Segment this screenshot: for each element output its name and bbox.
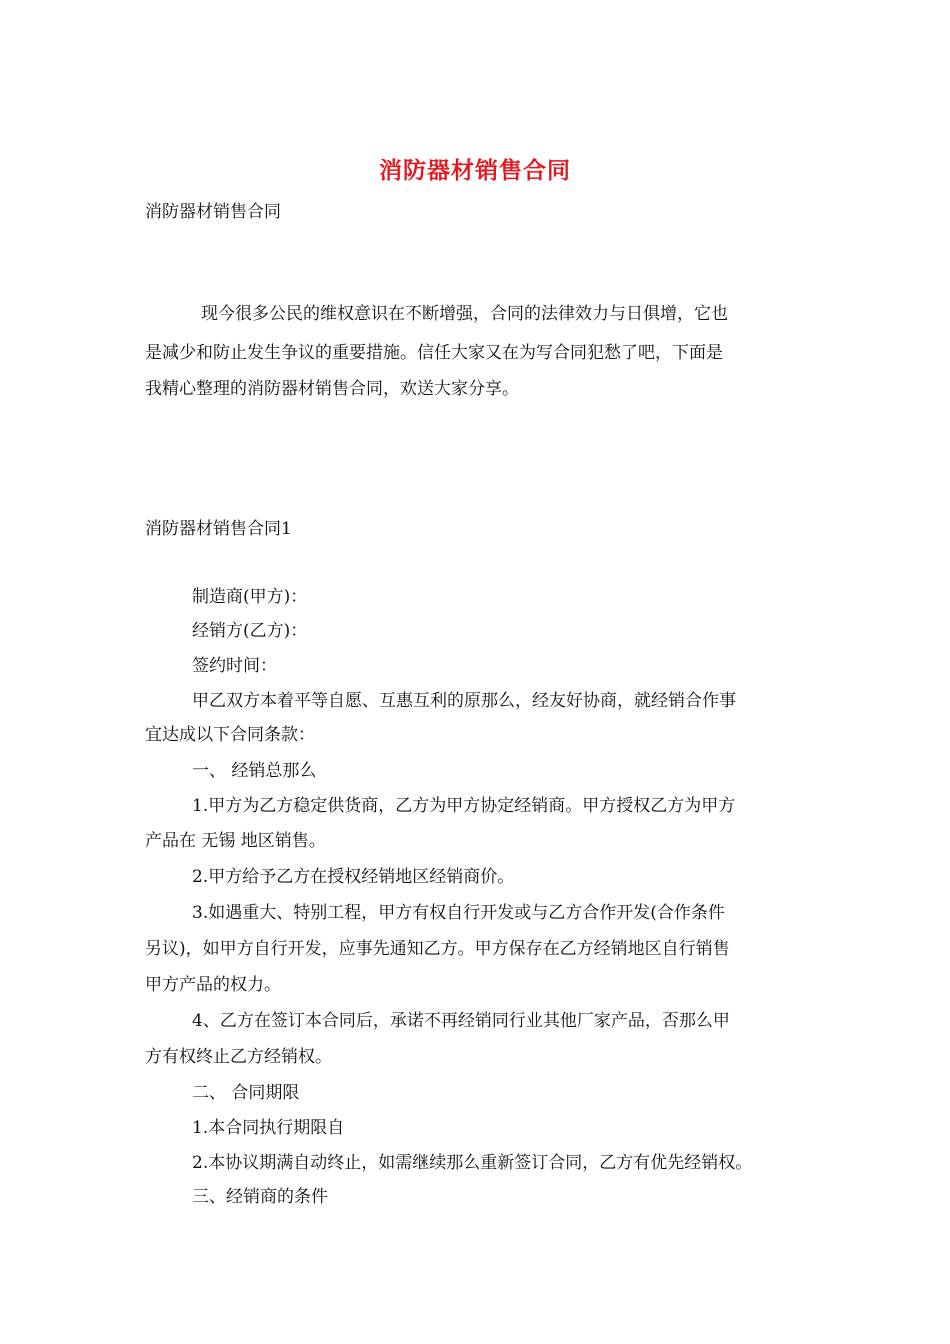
party-b-label: 经销方(乙方)： bbox=[192, 621, 308, 641]
body-line: 3.如遇重大、特别工程，甲方有权自行开发或与乙方合作开发(合作条件 bbox=[192, 903, 725, 923]
body-line: 2.甲方给予乙方在授权经销地区经销商价。 bbox=[192, 867, 515, 887]
clause-heading: 一、 经销总那么 bbox=[192, 761, 317, 781]
party-a-label: 制造商(甲方)： bbox=[192, 587, 308, 607]
body-line: 甲乙双方本着平等自愿、互惠互利的原那么，经友好协商，就经销合作事 bbox=[192, 691, 736, 711]
clause-heading: 三、经销商的条件 bbox=[192, 1187, 328, 1207]
section-title: 消防器材销售合同1 bbox=[145, 519, 292, 539]
body-line: 方有权终止乙方经销权。 bbox=[145, 1047, 332, 1067]
clause-heading: 二、 合同期限 bbox=[192, 1083, 300, 1103]
body-line: 甲方产品的权力。 bbox=[145, 975, 281, 995]
sign-date-label: 签约时间： bbox=[192, 656, 277, 676]
body-line: 产品在 无锡 地区销售。 bbox=[145, 831, 326, 851]
document-subtitle: 消防器材销售合同 bbox=[145, 202, 281, 222]
intro-line: 我精心整理的消防器材销售合同，欢送大家分享。 bbox=[145, 379, 519, 399]
body-line: 宜达成以下合同条款： bbox=[145, 725, 315, 745]
intro-line: 现今很多公民的维权意识在不断增强，合同的法律效力与日俱增，它也 bbox=[201, 304, 728, 324]
body-line: 另议)，如甲方自行开发，应事先通知乙方。甲方保存在乙方经销地区自行销售 bbox=[145, 939, 730, 959]
body-line: 4、乙方在签订本合同后，承诺不再经销同行业其他厂家产品，否那么甲 bbox=[192, 1011, 730, 1031]
body-line: 1.甲方为乙方稳定供货商，乙方为甲方协定经销商。甲方授权乙方为甲方 bbox=[192, 796, 736, 816]
body-line: 1.本合同执行期限自 bbox=[192, 1118, 345, 1138]
intro-line: 是减少和防止发生争议的重要措施。信任大家又在为写合同犯愁了吧，下面是 bbox=[145, 343, 723, 363]
document-title: 消防器材销售合同 bbox=[379, 157, 571, 184]
body-line: 2.本协议期满自动终止，如需继续那么重新签订合同，乙方有优先经销权。 bbox=[192, 1153, 753, 1173]
